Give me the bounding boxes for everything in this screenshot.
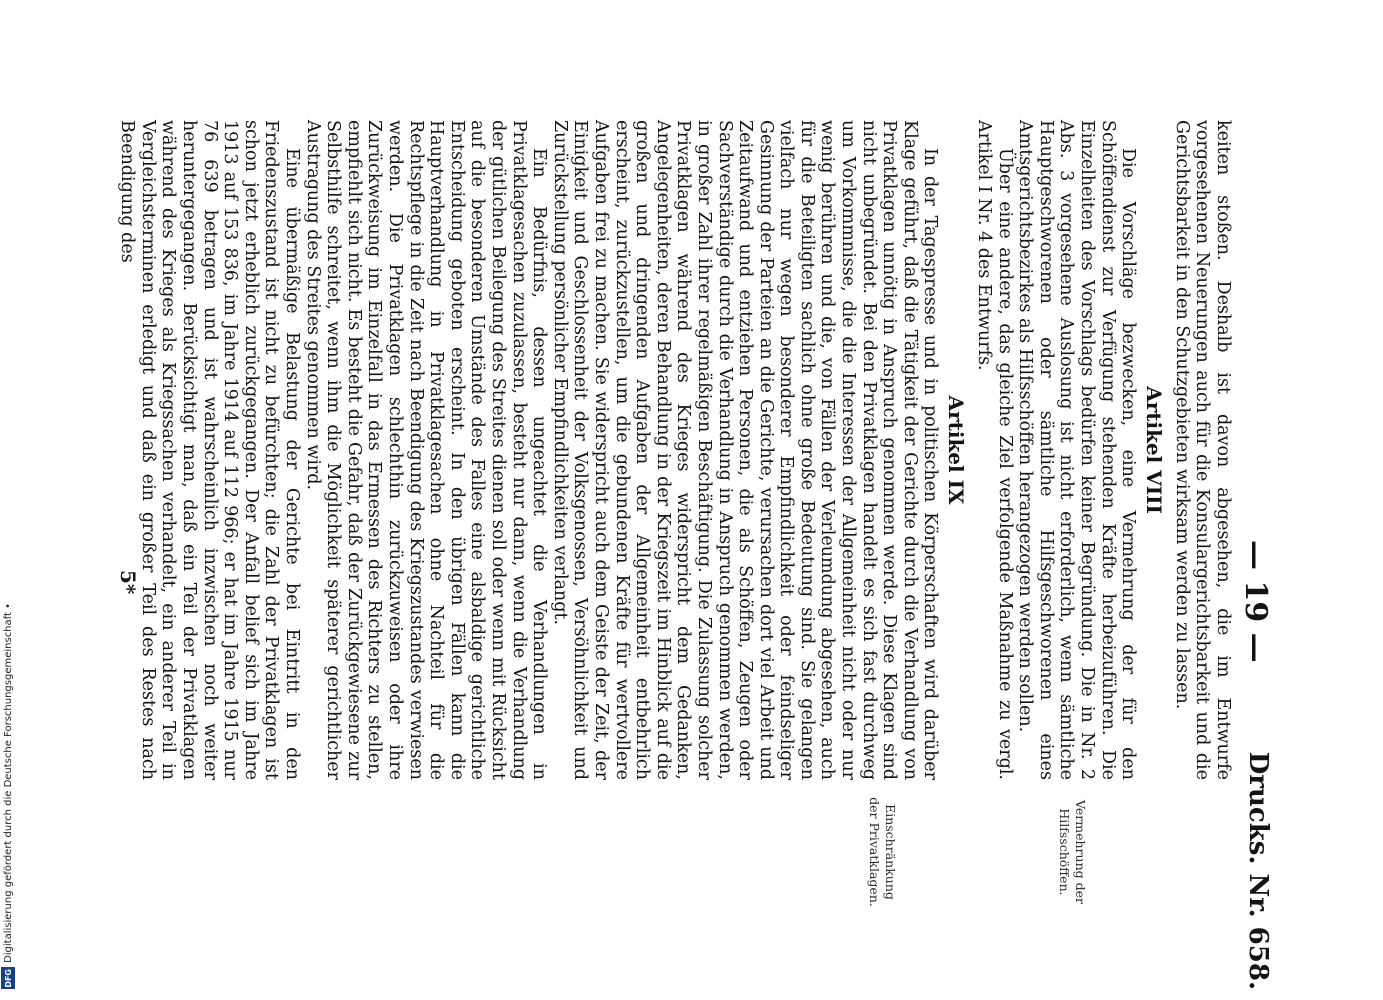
margin-note-hilfsschoeffen: Vermehrung der Hilfsschöffen. [1057,800,1088,904]
page-header [1233,120,1273,990]
paragraph: Eine übermäßige Belastung der Gerichte bei Eintritt in den Friedenszustand ist nicht zu befürchten; die Zahl der Privatklagen ist schon jetzt erheblich zurückgegangen. Der Anfall belief sich im Jahre 1913 auf 153 836, im Jahre 1914 auf 112 966; er hat im Jahre 1915 nur 76 639 betragen und ist wahrscheinlich inzwischen noch weiter heruntergegangen. Berücksichtigt man, daß ein Teil der Privatklagen während des Krieges als Kriegssachen verhandelt, ein anderer Teil in Vergleichsterminen erledigt und daß ein großer Teil des Restes nach Beendigung des [117,120,303,780]
dfg-logo-text: DFG [3,968,13,988]
dfg-credit-text: Digitalisierung gefördert durch die Deutsche Forschungsgemeinschaft • [2,603,14,963]
paragraph: keiten stoßen. Deshalb ist davon abgesehen, die im Entwurfe vorgesehenen Neuerungen auch für die Konsulargerichtsbarkeit und die Gerichtsbarkeit in den Schutzgebieten wirksam werden zu lassen. [1171,120,1233,780]
digitization-credit [0,603,16,995]
section-heading-artikel-viii: Artikel VIII [1142,386,1167,514]
body-text [117,120,1233,780]
paragraph: In der Tagespresse und in politischen Körperschaften wird darüber Klage geführt, daß die Tätigkeit der Gerichte durch die Verhandlung von Privatklagen unnötig in Anspruch genommen werde. Diese Klagen sind nicht unbegründet. Bei den Privatklagen handelt es sich fast durchweg um Vorkommnisse, die die Interessen der Allgemeinheit nicht oder nur wenig berühren und die, von Fällen der Verleumdung abgesehen, auch für die Beteiligten sachlich ohne große Bedeutung sind. Sie gelangen vielfach nur wegen besonderer Empfindlichkeit oder feindseliger Gesinnung der Parteien an die Gerichte, verursachen dort viel Arbeit und Zeitaufwand und entziehen Personen, die als Schöffen, Zeugen oder Sachverständige durch die Verhandlung in Anspruch genommen werden, in großer Zahl ihrer regelmäßigen Beschäftigung. Die Zulassung solcher Privatklagen während des Krieges widerspricht dem Gedanken, Angelegenheiten, deren Behandlung in der Kriegszeit im Hinblick auf die großen und dringenden Aufgaben der Allgemeinheit entbehrlich erscheint, zurückzustellen, um die gebundenen Kräfte für wertvollere Aufgaben frei zu machen. Sie widerspricht auch dem Geiste der Zeit, der Einigkeit und Geschlossenheit der Volksgenossen, Versöhnlichkeit und Zurückstellung persönlicher Empfindlichkeiten verlangt. [549,120,941,780]
page-number: — 19 — [1238,540,1273,663]
paragraph: Ein Bedürfnis, dessen ungeachtet die Verhandlungen in Privatklagesachen zuzulassen, besteht nur dann, wenn die Verhandlung der gütlichen Beilegung des Streites dienen soll oder wenn mit Rücksicht auf die besonderen Umstände des Falles eine alsbaldige gerichtliche Entscheidung geboten erscheint. In den übrigen Fällen kann die Hauptverhandlung in Privatklagesachen ohne Nachteil für die Rechtspflege in die Zeit nach Beendigung des Kriegszustandes verwiesen werden. Die Privatklagen schlechthin zurückzuweisen oder ihre Zurückweisung im Einzelfall in das Ermessen des Richters zu stellen, empfiehlt sich nicht. Es besteht die Gefahr, daß der Zurückgewiesene zur Selbsthilfe schreitet, wenn ihm die Möglichkeit späterer gerichtlicher Austragung des Streites genommen wird. [302,120,550,780]
section-heading-artikel-ix: Artikel IX [944,395,969,505]
document-number: Drucks. Nr. 658. [1243,751,1273,990]
paragraph: Über eine andere, das gleiche Ziel verfolgende Maßnahme zu vergl. Artikel I Nr. 4 des Entwurfs. [974,120,1015,780]
signature-mark: 5* [116,570,140,595]
dfg-logo-icon [1,967,15,989]
margin-note-privatklagen: Einschränkung der Privatklagen. [867,797,898,907]
paragraph: Die Vorschläge bezwecken, eine Vermehrung der für den Schöffendienst zur Verfügung stehenden Kräfte herbeizuführen. Die Einzelheiten des Vorschlags bedürfen keiner Begründung. Die in Nr. 2 Abs. 3 vorgesehene Auslosung ist nicht erforderlich, wenn sämtliche Hauptgeschworenen oder sämtliche Hilfsgeschworenen eines Amtsgerichtsbezirkes als Hilfsschöffen herangezogen werden sollen. [1015,120,1139,780]
